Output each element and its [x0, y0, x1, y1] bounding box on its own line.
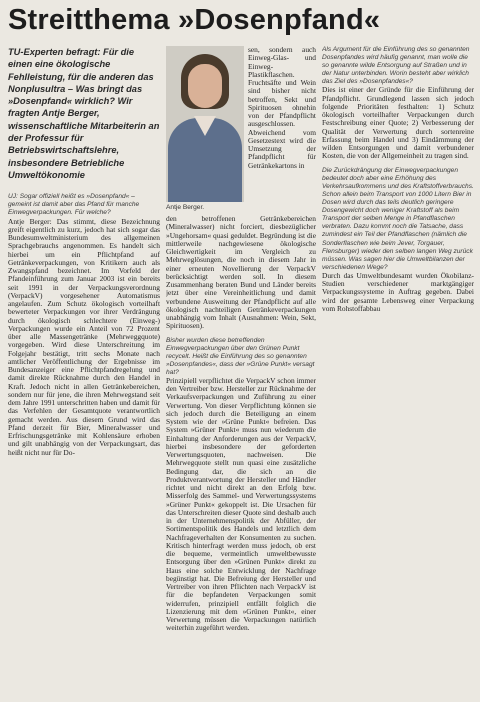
question-1: UJ: Sogar offiziell heißt es »Dosenpfand« – gemeint ist damit aber das Pfand für manche Einwegverpackungen. Für welche? — [8, 193, 140, 217]
answer-4: Durch das Umweltbundesamt wurden Ökobilanz-Studien verschiedener marktgängiger Verpackungssysteme in Auftrag gegeben. Dabei wird der gesamte Lebensweg einer Verpackung vom Rohstoffabbau — [322, 270, 474, 313]
answer-2: Prinzipiell verpflichtet die VerpackV schon immer den Vertreiber bzw. Hersteller zur Rücknahme der Verkaufsverpackungen und Zuführung zu einer Verwertung. Von dieser Verpflichtung können sie sich jedoch durch die Beteiligung an einem System wie der »Grüne Punkt« befreien. Das System »Grüner Punkt« muss nun wiederum die Einhaltung der Anforderungen aus der VerpackV, hierbei insbesondere der geforderten Verwertungsquoten, nachweisen. Die Mehrwegquote stellt nun quasi eine zusätzliche Bedingung dar, die sich an die Produktverantwortung der Hersteller und Händler richtet und nicht direkt an den Erfolg bzw. Misserfolg des Sammel- und Verwertungssystems »Grüner Punkt« gekoppelt ist. Die Ursachen für das Unterschreiten dieser Quote sind deshalb auch in der Unternehmenspolitik der Abfüller, der Sortimentspolitik des Handels und letztlich dem Nachfrageverhalten der Konsumenten zu suchen. Kritisch hinterfragt werden muss jedoch, ob erst die bequeme, vermeintlich umweltbewusste Entsorgung über den »Grünen Punkt« direkt zu Haus eine solche Entwicklung der Nachfrage begünstigt hat. Die Befreiung der Hersteller und Vertreiber von ihren Pflichten nach VerpackV ist für die bepfandeten Verpackungen somit widerrufen, prinzipiell entfällt folglich die Lizenzierung mit dem »Grünen Punkt«, einer Verwertung müssen die Verpackungen natürlich weiterhin zugeführt werden. — [166, 375, 316, 633]
question-4: Die Zurückdrängung der Einwegverpackungen bedeutet doch aber eine Erhöhung des Verkehrsaufkommens und des Kraftstoffverbrauchs. Schon allein beim Transport von 1000 Litern Bier in Dosen wird durch das teils deutlich geringere Dosengewicht doch weniger Kraftstoff als beim Transport der selben Menge in Pfandflaschen verbraten. Dazu kommt noch die Tatsache, dass zumindest ein Teil der Pfandflaschen (nämlich die Sonderflaschen wie beim Jever, Torgauer, Flensburger) wieder den selben langen Weg zurück müssen. Was sagen hier die Umweltbilanzen der verschiedenen Wege? — [322, 166, 474, 271]
answer-1-continued-side: sen, sondern auch Einweg-Glas- und Einweg-Plastikflaschen. Fruchtsäfte und Wein sind bisher nicht betroffen, Sekt und Spirituosen ohnehin von der Pfandpflicht ausgeschlossen. Abweichend vom Gesetzestext wird die Umsetzung der Pfandpflicht für Getränkekartons in — [248, 46, 316, 170]
intro-text: TU-Experten befragt: Für die einen eine ökologische Fehlleistung, für die anderen das Nonplusultra – Was bringt das »Dosenpfand« wirklich? Wir fragten Antje Berger, wissenschaftliche Mitarbeiterin an der Professur für Betriebswirtschaftslehre, insbesondere Betriebliche Umweltökonomie — [8, 47, 160, 180]
answer-3: Dies ist einer der Gründe für die Einführung der Pfandpflicht. Grundlegend lassen sich jedoch folgende Prioritäten festhalten: 1) Schutz ökologisch vorteilhafter Verpackungen durch Festschreibung einer Quote; 2) Verbesserung der Qualität der Verwertung durch sortenreine Erfassung beim Handel und 3) Eindämmung der wilden Entsorgungen und damit verbundener Kosten, die von der Allgemeinheit zu tragen sind. — [322, 85, 474, 161]
question-3: Als Argument für die Einführung des so genannten Dosenpfandes wird häufig genannt, man wolle die so genannte wilde Entsorgung auf Straßen und in der Natur unterbinden. Worin besteht aber wirklich das Ziel des »Dosenpfandes«? — [322, 46, 470, 86]
answer-1-continued: den betroffenen Getränkebereichen (Mineralwasser) nicht forciert, diesbezüglicher »Ungehorsam« quasi geduldet. Begründung ist die mittlerweile nachgewiesene ökologische Gleichwertigkeit im Vergleich zu Mehrweglösungen, die noch in diesem Jahr in einer erneuten Novellierung der VerpackV berücksichtigt werden soll. In diesem Zusammenhang beraten Bund und Länder bereits jetzt über eine Vereinheitlichung und damit verbundene Ausweitung der Pfandpflicht auf alle ökologisch nachteiligen Getränkeverpackungen unabhängig vom Inhalt (Ausnahmen: Wein, Sekt, Spirituosen). — [166, 214, 316, 331]
photo-caption: Antje Berger. — [166, 204, 205, 211]
answer-1: Antje Berger: Das stimmt, diese Bezeichnung greift eigentlich zu kurz, jedoch hat sich sogar das Bundesumweltministerium des allgemeinen Sprachgebrauchs angenommen. Es handelt sich hierbei um ein Pflichtpfand auf Getränkeverpackungen, von Kritikern auch als Zwangspfand bezeichnet. Im Vorfeld der Pfandeinführung zum Januar 2003 ist ein bereits seit 1991 in der Verpackungsverordnung (VerpackV) vorgesehener Automatismus angelaufen. Zum Schutz ökologisch vorteilhaft bewerteter Verpackungen vor ihrer Verdrängung durch ökologisch schlechtere (Einweg-) Verpackungen wurde ein Anteil von 72 Prozent über alle Massengetränke (Mehrweggquote) vorgegeben. Wird diese Unterschreitung im Folgejahr bestätigt, tritt sechs Monate nach amtlicher Veröffentlichung der Ergebnisse im Bundesanzeiger eine Pflichtpfandregelung und damit direkte Rücknahme durch den Handel in Kraft. Jedoch nicht in allen Getränkebereichen, sondern nur für jene, die ihren Mehrwegstand seit dem Jahre 1991 unterschritten haben und damit für das Verfehlen der Gesamtquote verantwortlich gemacht werden. Aus diesem Grund wird das Pfand derzeit für Bier, Mineralwasser und Erfrischungsgetränke mit Kohlensäure erhoben und gilt unabhängig von der Verpackungsart, das heißt nicht nur für Do- — [8, 216, 160, 457]
portrait-photo — [166, 46, 244, 202]
column-1 — [8, 46, 160, 698]
column-3 — [322, 46, 474, 698]
page-headline: Streitthema »Dosenpfand« — [8, 4, 381, 36]
column-2 — [166, 46, 316, 698]
question-2: Bisher wurden diese betreffenden Einwegverpackungen über den Grünen Punkt recycelt. Heißt die Einführung des so genannten »Dosenpfandes«, dass der »Grüne Punkt« versagt hat? — [166, 336, 315, 376]
